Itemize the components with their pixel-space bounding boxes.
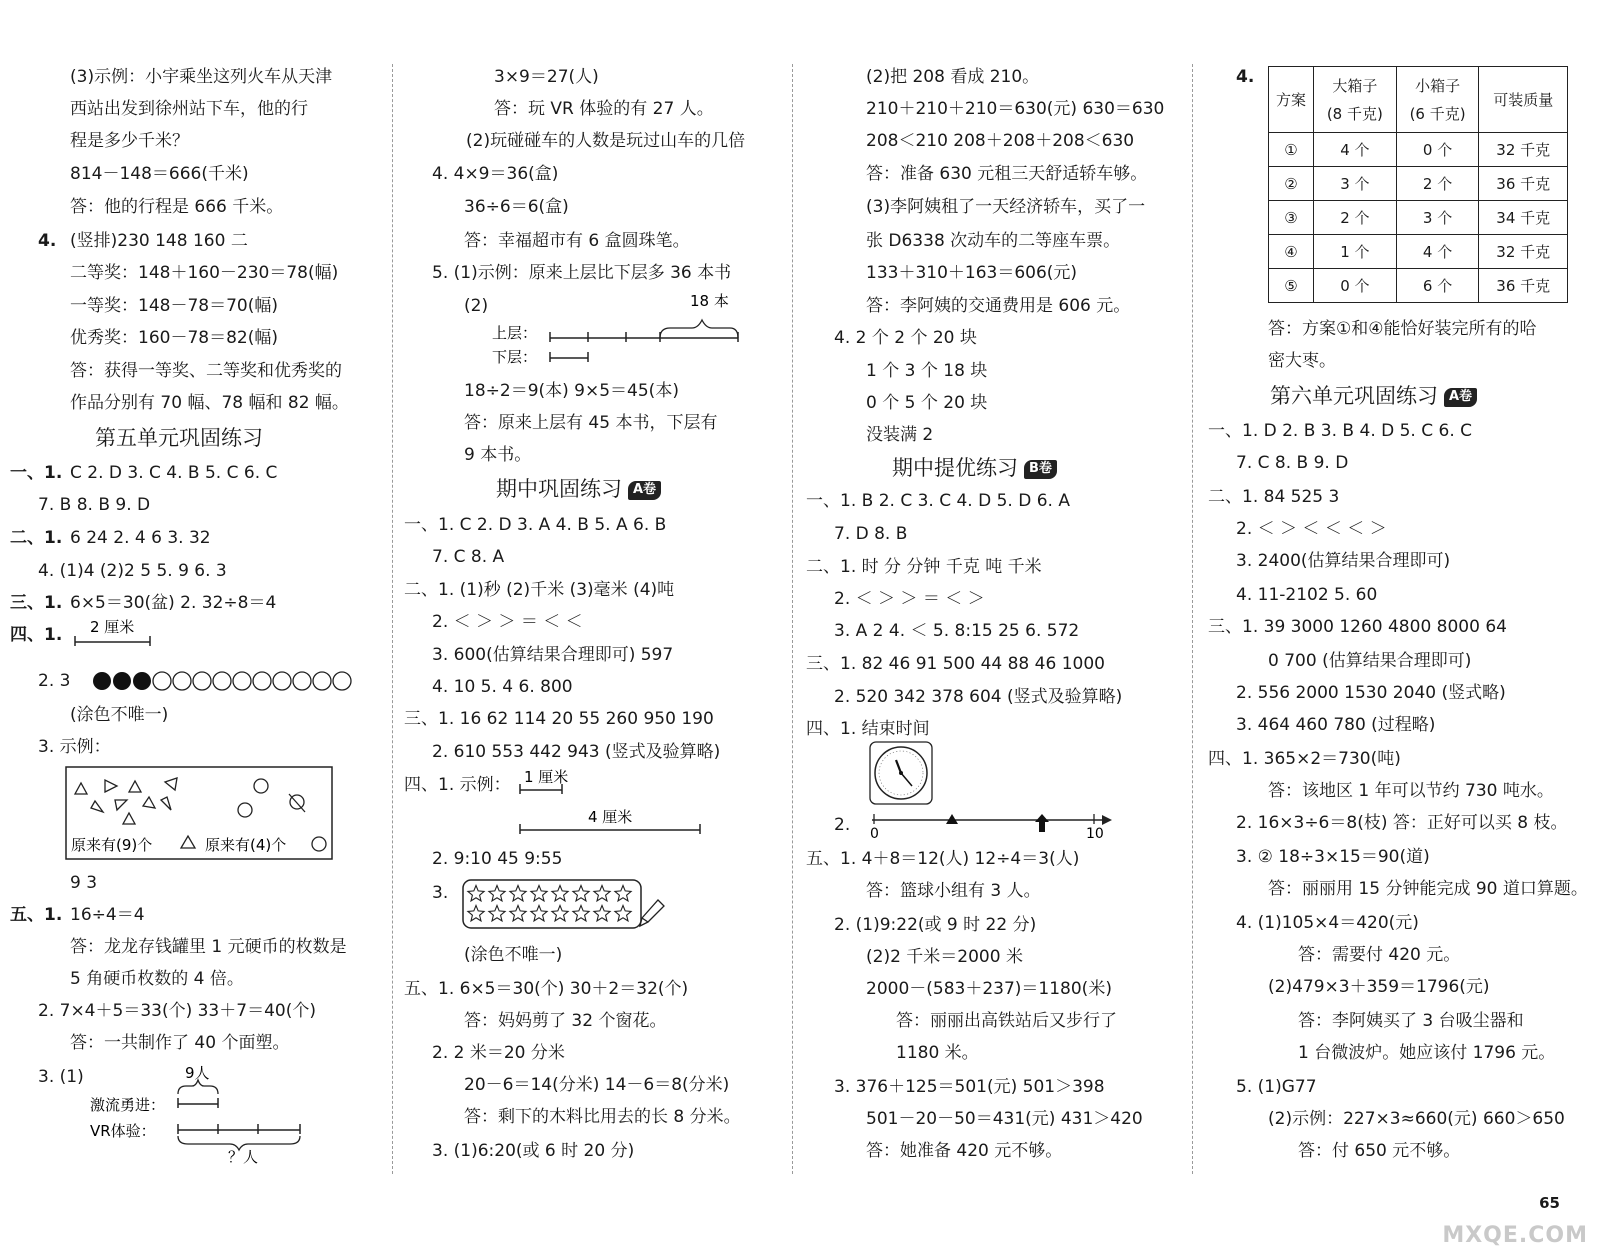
text-line: 答：该地区 1 年可以节约 730 吨水。 (1268, 781, 1554, 801)
text-line: 答：李阿姨买了 3 台吸尘器和 (1298, 1011, 1524, 1031)
star-icon (573, 906, 589, 921)
star-icon (510, 906, 526, 921)
text-line: 3. 600(估算结果合理即可) 597 (432, 645, 674, 665)
page-number: 65 (1539, 1194, 1560, 1212)
star-icon (615, 906, 631, 921)
section-label: 三、1. (10, 593, 63, 613)
table-header-cell: 小箱子 (6 千克) (1396, 67, 1479, 133)
text-line: 答：幸福超市有 6 盒圆珠笔。 (464, 231, 690, 251)
text-line: 4. 2 个 2 个 20 块 (834, 328, 977, 348)
number-line (866, 802, 1116, 842)
clock-face (868, 740, 934, 806)
filled-circle (93, 672, 111, 690)
text-line: 1 台微波炉。她应该付 1796 元。 (1298, 1043, 1556, 1063)
text-line: (2)示例：227×3≈660(元) 660＞650 (1268, 1109, 1565, 1129)
text-line: (2)把 208 看成 210。 (866, 67, 1040, 87)
table-cell: 3 个 (1396, 201, 1479, 235)
paper-badge: B卷 (1024, 460, 1057, 479)
empty-circle (213, 672, 231, 690)
text-line: (2) (464, 296, 489, 316)
stars-box (462, 878, 672, 934)
table-cell: 2 个 (1396, 167, 1479, 201)
star-icon (594, 906, 610, 921)
table-row (1269, 235, 1568, 269)
text-line: 西站出发到徐州站下车，他的行 (70, 99, 308, 119)
text-line: 二、1. 84 525 3 (1208, 487, 1340, 507)
text-line: 3×9＝27(人) (494, 67, 599, 87)
table-cell: 4 个 (1313, 133, 1396, 167)
table-cell: 36 千克 (1479, 269, 1568, 303)
answer-column-2 (404, 60, 779, 1180)
answer-column-3 (806, 60, 1178, 1180)
ruler-diagrams (514, 766, 714, 842)
text-line: C 2. D 3. C 4. B 5. C 6. C (70, 463, 278, 483)
bookshelf-segment-diagram (492, 286, 752, 366)
text-line: 0 700 (估算结果合理即可) (1268, 651, 1472, 671)
text-line: 答：篮球小组有 3 人。 (866, 881, 1041, 901)
text-line: 答：丽丽出高铁站后又步行了 (896, 1011, 1117, 1031)
text-line: 20－6＝14(分米) 14－6＝8(分米) (464, 1075, 730, 1095)
text-line: 四、1. 示例： (404, 775, 511, 795)
text-line: 没装满 2 (866, 425, 934, 445)
text-line: 6 24 2. 4 6 3. 32 (70, 528, 211, 548)
text-line: 9 3 (70, 873, 98, 893)
table-cell: 32 千克 (1479, 235, 1568, 269)
empty-circle (253, 672, 271, 690)
text-line: 814－148＝666(千米) (70, 164, 249, 184)
text-line: 2. 16×3÷6＝8(枝) 答：正好可以买 8 枝。 (1236, 813, 1568, 833)
diagram-row1-label: 激流勇进： (90, 1096, 166, 1114)
paper-badge: A卷 (1444, 388, 1477, 407)
text-line: 五、1. 6×5＝30(个) 30＋2＝32(个) (404, 979, 689, 999)
text-line: 答：玩 VR 体验的有 27 人。 (494, 99, 714, 119)
text-line: 优秀奖：160－78＝82(幅) (70, 328, 278, 348)
filled-circle (113, 672, 131, 690)
text-line: 答：方案①和④能恰好装完所有的哈 (1268, 319, 1537, 339)
empty-circle (193, 672, 211, 690)
table-cell: 0 个 (1396, 133, 1479, 167)
text-line: 7. B 8. B 9. D (38, 495, 151, 515)
text-line: 答：他的行程是 666 千米。 (70, 197, 284, 217)
question-number: 4. (1236, 67, 1255, 87)
text-line: 3. A 2 4. ＜ 5. 8:15 25 6. 572 (834, 621, 1080, 641)
table-cell: ② (1269, 167, 1314, 201)
text-line: 5. (1)示例：原来上层比下层多 36 本书 (432, 263, 732, 283)
text-line: 三、1. 39 3000 1260 4800 8000 64 (1208, 617, 1507, 637)
text-line: 3. ② 18÷3×15＝90(道) (1236, 847, 1430, 867)
text-line: 3. 2400(估算结果合理即可) (1236, 551, 1451, 571)
text-line: 三、1. 82 46 91 500 44 88 46 1000 (806, 654, 1105, 674)
section-title-text: 期中提优练习 (892, 456, 1018, 480)
column-divider (392, 64, 393, 1174)
text-line: 答：需要付 420 元。 (1298, 945, 1461, 965)
text-line: 2. 2 米＝20 分米 (432, 1043, 565, 1063)
text-line: 3. 376＋125＝501(元) 501＞398 (834, 1077, 1105, 1097)
star-icon (468, 906, 484, 921)
text-line: 4. 10 5. 4 6. 800 (432, 677, 573, 697)
empty-circle (333, 672, 351, 690)
table-row (1269, 133, 1568, 167)
section-label: 二、1. (10, 528, 63, 548)
empty-circle (313, 672, 331, 690)
star-icon (489, 906, 505, 921)
text-line: (竖排)230 148 160 二 (70, 231, 248, 251)
text-line: 4. 11-2102 5. 60 (1236, 585, 1378, 605)
star-icon (468, 886, 484, 901)
section-title-text: 期中巩固练习 (496, 477, 622, 501)
section-title: 第五单元巩固练习 (95, 426, 263, 450)
circles (238, 779, 305, 817)
text-line: 16÷4＝4 (70, 905, 145, 925)
text-line: 答：她准备 420 元不够。 (866, 1141, 1063, 1161)
text-line: 答：剩下的木料比用去的长 8 分米。 (464, 1107, 741, 1127)
text-line: 3. 示例： (38, 737, 111, 757)
text-line: 五、1. 4＋8＝12(人) 12÷4＝3(人) (806, 849, 1080, 869)
triangle-icon (181, 836, 195, 848)
text-line: 2. (1)9:22(或 9 时 22 分) (834, 915, 1037, 935)
text-line: 18÷2＝9(本) 9×5＝45(本) (464, 381, 679, 401)
text-line: 二、1. 时 分 分钟 千克 吨 千米 (806, 557, 1042, 577)
section-title (496, 475, 661, 503)
text-line: 2. 9:10 45 9:55 (432, 849, 563, 869)
section-title (1270, 382, 1477, 410)
ruler-1cm-label: 1 厘米 (524, 768, 569, 786)
text-line: 5. (1)G77 (1236, 1077, 1317, 1097)
text-line: (3)李阿姨租了一天经济轿车，买了一 (866, 197, 1146, 217)
text-line: 4. (1)105×4＝420(元) (1236, 913, 1419, 933)
circle-icon (312, 837, 326, 851)
shapes-box (65, 766, 335, 862)
text-line: 1180 米。 (896, 1043, 979, 1063)
section-title-text: 第六单元巩固练习 (1270, 384, 1438, 408)
diagram-top-label: 9人 (185, 1064, 210, 1082)
colored-circles (90, 668, 370, 694)
text-line: 答：妈妈剪了 32 个窗花。 (464, 1011, 667, 1031)
number-line-end: 10 (1086, 826, 1104, 842)
triangles (75, 778, 177, 824)
ruler-segment-diagram (70, 616, 200, 650)
text-line: 程是多少千米？ (70, 131, 189, 151)
text-line: 6×5＝30(盆) 2. 32÷8＝4 (70, 593, 277, 613)
box-label-left: 原来有(9)个 (71, 836, 153, 854)
packing-plan-table (1268, 66, 1568, 303)
table-cell: 36 千克 (1479, 167, 1568, 201)
table-header-cell: 大箱子 (8 千克) (1313, 67, 1396, 133)
table-header-cell: 方案 (1269, 67, 1314, 133)
paper-badge: A卷 (628, 481, 661, 500)
text-line: 答：准备 630 元租三天舒适轿车够。 (866, 164, 1148, 184)
star-icon (489, 886, 505, 901)
text-line: 4. (1)4 (2)2 5 5. 9 6. 3 (38, 561, 227, 581)
section-title (892, 454, 1057, 482)
table-cell: 34 千克 (1479, 201, 1568, 235)
text-line: 501－20－50＝431(元) 431＞420 (866, 1109, 1143, 1129)
text-line: (涂色不唯一) (70, 705, 169, 725)
box-label-right: 原来有(4)个 (205, 836, 287, 854)
diagram-row2-label: VR体验： (90, 1122, 156, 1140)
number-line-start: 0 (870, 826, 879, 842)
text-line: 2. 520 342 378 604 (竖式及验算略) (834, 687, 1123, 707)
table-cell: 2 个 (1313, 201, 1396, 235)
text-line: 7. D 8. B (834, 524, 908, 544)
answer-column-4 (1208, 60, 1588, 1180)
text-line: 36÷6＝6(盒) (464, 197, 569, 217)
star-icon (594, 886, 610, 901)
text-line: 210＋210＋210＝630(元) 630＝630 (866, 99, 1165, 119)
column-divider (792, 64, 793, 1174)
table-cell: 3 个 (1313, 167, 1396, 201)
text-line: 3. (432, 883, 449, 903)
star-icon (573, 886, 589, 901)
text-line: (2)479×3＋359＝1796(元) (1268, 977, 1490, 997)
text-line: 2. ＜ ＞ ＞ ＝ ＜ ＜ (432, 612, 583, 632)
table-header-cell: 可装质量 (1479, 67, 1568, 133)
text-line: 9 本书。 (464, 445, 532, 465)
text-line: 0 个 5 个 20 块 (866, 393, 988, 413)
text-line: 答：付 650 元不够。 (1298, 1141, 1461, 1161)
filled-circle (133, 672, 151, 690)
arrow-marker (1035, 814, 1049, 832)
text-line: 133＋310＋163＝606(元) (866, 263, 1078, 283)
text-line: 答：丽丽用 15 分钟能完成 90 道口算题。 (1268, 879, 1588, 899)
star-icon (531, 906, 547, 921)
text-line: (2)2 千米＝2000 米 (866, 947, 1023, 967)
text-line: (2)玩碰碰车的人数是玩过山车的几倍 (466, 131, 746, 151)
diagram-bottom-label: ？人 (228, 1148, 259, 1164)
star-icon (552, 886, 568, 901)
text-line: 三、1. 16 62 114 20 55 260 950 190 (404, 709, 714, 729)
text-line: 2. ＜ ＞ ＜ ＜ ＜ ＞ (1236, 519, 1387, 539)
empty-circle (153, 672, 171, 690)
text-line: 3. (1) (38, 1067, 84, 1087)
text-line: (涂色不唯一) (464, 945, 563, 965)
text-line: 四、1. 结束时间 (806, 719, 930, 739)
empty-circle (293, 672, 311, 690)
text-line: 一、1. D 2. B 3. B 4. D 5. C 6. C (1208, 421, 1473, 441)
text-line: 7. C 8. B 9. D (1236, 453, 1349, 473)
text-line: 答：原来上层有 45 本书，下层有 (464, 413, 718, 433)
text-line: 答：李阿姨的交通费用是 606 元。 (866, 296, 1131, 316)
star-icons (468, 886, 631, 921)
text-line: 2. 3 (38, 671, 71, 691)
minute-hand (901, 773, 912, 786)
diagram-lower-label: 下层： (492, 348, 538, 366)
table-cell: 4 个 (1396, 235, 1479, 269)
star-icon (510, 886, 526, 901)
text-line: 密大枣。 (1268, 351, 1336, 371)
ruler-4cm-label: 4 厘米 (588, 808, 633, 826)
table-cell: ① (1269, 133, 1314, 167)
text-line: 5 角硬币枚数的 4 倍。 (70, 969, 244, 989)
table-cell: 0 个 (1313, 269, 1396, 303)
line-segment-diagram (90, 1064, 310, 1164)
star-icon (615, 886, 631, 901)
text-line: 张 D6338 次动车的二等座车票。 (866, 231, 1121, 251)
section-label: 四、1. (10, 625, 63, 645)
text-line: 2. 610 553 442 943 (竖式及验算略) (432, 742, 721, 762)
table-cell: ④ (1269, 235, 1314, 269)
empty-circle (233, 672, 251, 690)
table-cell: ③ (1269, 201, 1314, 235)
pencil-icon (640, 900, 664, 926)
empty-circle (273, 672, 291, 690)
table-header-row (1269, 67, 1568, 133)
table-cell: 6 个 (1396, 269, 1479, 303)
column-divider (1192, 64, 1193, 1174)
text-line: 3. (1)6:20(或 6 时 20 分) (432, 1141, 635, 1161)
hour-hand (896, 760, 901, 773)
text-line: 2. (834, 815, 851, 835)
text-line: 二等奖：148＋160－230＝78(幅) (70, 263, 339, 283)
text-line: 答：一共制作了 40 个面塑。 (70, 1033, 290, 1053)
text-line: 2. 556 2000 1530 2040 (竖式略) (1236, 683, 1506, 703)
text-line: 208＜210 208＋208＋208＜630 (866, 131, 1135, 151)
star-icon (552, 906, 568, 921)
text-line: 2. 7×4＋5＝33(个) 33＋7＝40(个) (38, 1001, 316, 1021)
section-label: 一、1. (10, 463, 63, 483)
text-line: 7. C 8. A (432, 547, 505, 567)
table-row (1269, 269, 1568, 303)
question-number: 4. (38, 231, 57, 251)
text-line: 一、1. B 2. C 3. C 4. D 5. D 6. A (806, 491, 1070, 511)
text-line: (3)示例：小宇乘坐这列火车从天津 (70, 67, 333, 87)
text-line: 作品分别有 70 幅、78 幅和 82 幅。 (70, 393, 349, 413)
section-label: 五、1. (10, 905, 63, 925)
table-row (1269, 167, 1568, 201)
text-line: 2. ＜ ＞ ＞ ＝ ＜ ＞ (834, 589, 985, 609)
text-line: 2000－(583＋237)＝1180(米) (866, 979, 1112, 999)
triangle-marker (946, 814, 958, 824)
text-line: 一、1. C 2. D 3. A 4. B 5. A 6. B (404, 515, 667, 535)
watermark: MXQE.COM (1442, 1223, 1588, 1248)
text-line: 4. 4×9＝36(盒) (432, 164, 559, 184)
answer-column-1 (10, 60, 382, 1180)
table-cell: ⑤ (1269, 269, 1314, 303)
text-line: 3. 464 460 780 (过程略) (1236, 715, 1436, 735)
empty-circle (173, 672, 191, 690)
text-line: 一等奖：148－78＝70(幅) (70, 296, 278, 316)
ruler-label: 2 厘米 (90, 618, 135, 636)
diagram-label: 18 本 (690, 292, 729, 310)
star-icon (531, 886, 547, 901)
text-line: 答：龙龙存钱罐里 1 元硬币的枚数是 (70, 937, 347, 957)
table-cell: 32 千克 (1479, 133, 1568, 167)
text-line: 答：获得一等奖、二等奖和优秀奖的 (70, 361, 342, 381)
text-line: 二、1. (1)秒 (2)千米 (3)毫米 (4)吨 (404, 580, 675, 600)
diagram-upper-label: 上层： (492, 324, 538, 342)
table-cell: 1 个 (1313, 235, 1396, 269)
text-line: 四、1. 365×2＝730(吨) (1208, 749, 1401, 769)
text-line: 1 个 3 个 18 块 (866, 361, 988, 381)
table-row (1269, 201, 1568, 235)
